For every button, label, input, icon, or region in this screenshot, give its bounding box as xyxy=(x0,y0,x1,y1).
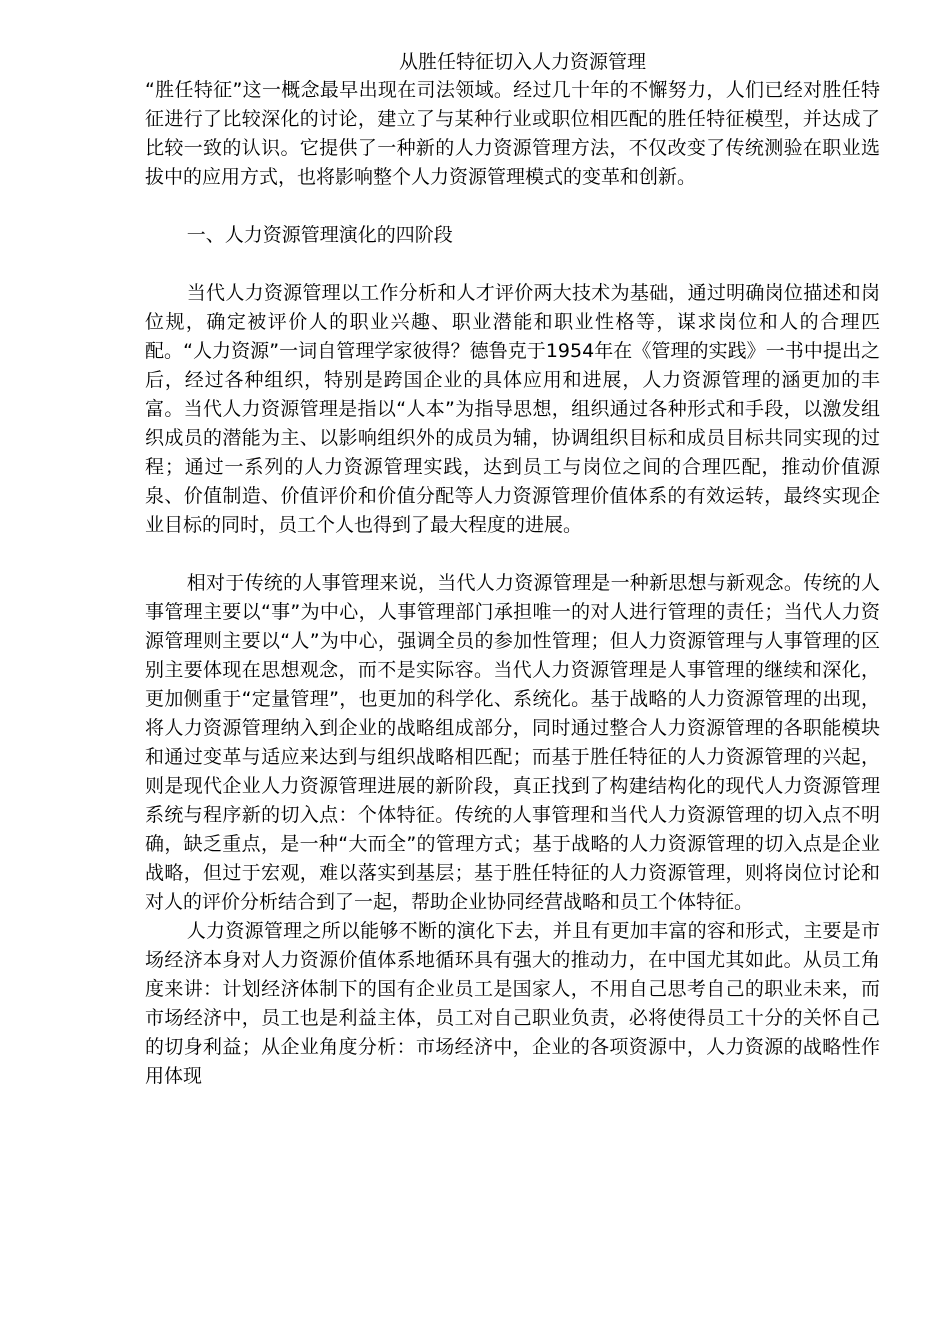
body-paragraph-2: 相对于传统的人事管理来说，当代人力资源管理是一种新思想与新观念。传统的人事管理主要以“事”为中心，人事管理部门承担唯一的对人进行管理的责任；当代人力资源管理则主要以“人”为中心，强调全员的参加性管理；但人力资源管理与人事管理的区别主要体现在思想观念，而不是实际容。当代人力资源管理是人事管理的继续和深化，更加侧重于“定量管理”，也更加的科学化、系统化。基于战略的人力资源管理的出现，将人力资源管理纳入到企业的战略组成部分，同时通过整合人力资源管理的各职能模块和通过变革与适应来达到与组织战略相匹配；而基于胜任特征的人力资源管理的兴起，则是现代企业人力资源管理进展的新阶段，真正找到了构建结构化的现代人力资源管理系统与程序新的切入点：个体特征。传统的人事管理和当代人力资源管理的切入点不明确，缺乏重点，是一种“大而全”的管理方式；基于战略的人力资源管理的切入点是企业战略，但过于宏观，难以落实到基层；基于胜任特征的人力资源管理，则将岗位讨论和对人的评价分析结合到了一起，帮助企业协同经营战略和员工个体特征。 xyxy=(145,572,880,913)
paragraph-spacer xyxy=(145,250,880,279)
body-paragraph-3: 人力资源管理之所以能够不断的演化下去，并且有更加丰富的容和形式，主要是市场经济本身对人力资源价值体系地循环具有强大的推动力，在中国尤其如此。从员工角度来讲：计划经济体制下的国有企业员工是国家人，不用自己思考自己的职业未来，而市场经济中，员工也是利益主体，员工对自己职业负责，必将使得员工十分的关怀自己的切身利益；从企业角度分析：市场经济中，企业的各项资源中，人力资源的战略性作用体现 xyxy=(145,920,880,1087)
paragraph-spacer xyxy=(145,192,880,221)
section-heading: 一、人力资源管理演化的四阶段 xyxy=(186,224,453,246)
document-page xyxy=(145,48,880,1091)
intro-paragraph: “胜任特征”这一概念最早出现在司法领域。经过几十年的不懈努力，人们已经对胜任特征进行了比较深化的讨论，建立了与某种行业或职位相匹配的胜任特征模型，并达成了比较一致的认识。它提供了一种新的人力资源管理方法，不仅改变了传统测验在职业选拔中的应用方式，也将影响整个人力资源管理模式的变革和创新。 xyxy=(145,79,880,188)
paragraph-spacer xyxy=(145,540,880,569)
document-title: 从胜任特征切入人力资源管理 xyxy=(398,51,646,73)
body-paragraph-1: 当代人力资源管理以工作分析和人才评价两大技术为基础，通过明确岗位描述和岗位规，确定被评价人的职业兴趣、职业潜能和职业性格等，谋求岗位和人的合理匹配。“人力资源”一词自管理学家彼得？德鲁克于1954年在《管理的实践》一书中提出之后，经过各种组织，特别是跨国企业的具体应用和进展，人力资源管理的涵更加的丰富。当代人力资源管理是指以“人本”为指导思想，组织通过各种形式和手段，以激发组织成员的潜能为主、以影响组织外的成员为辅，协调组织目标和成员目标共同实现的过程；通过一系列的人力资源管理实践，达到员工与岗位之间的合理匹配，推动价值源泉、价值制造、价值评价和价值分配等人力资源管理价值体系的有效运转，最终实现企业目标的同时，员工个人也得到了最大程度的进展。 xyxy=(145,282,880,536)
